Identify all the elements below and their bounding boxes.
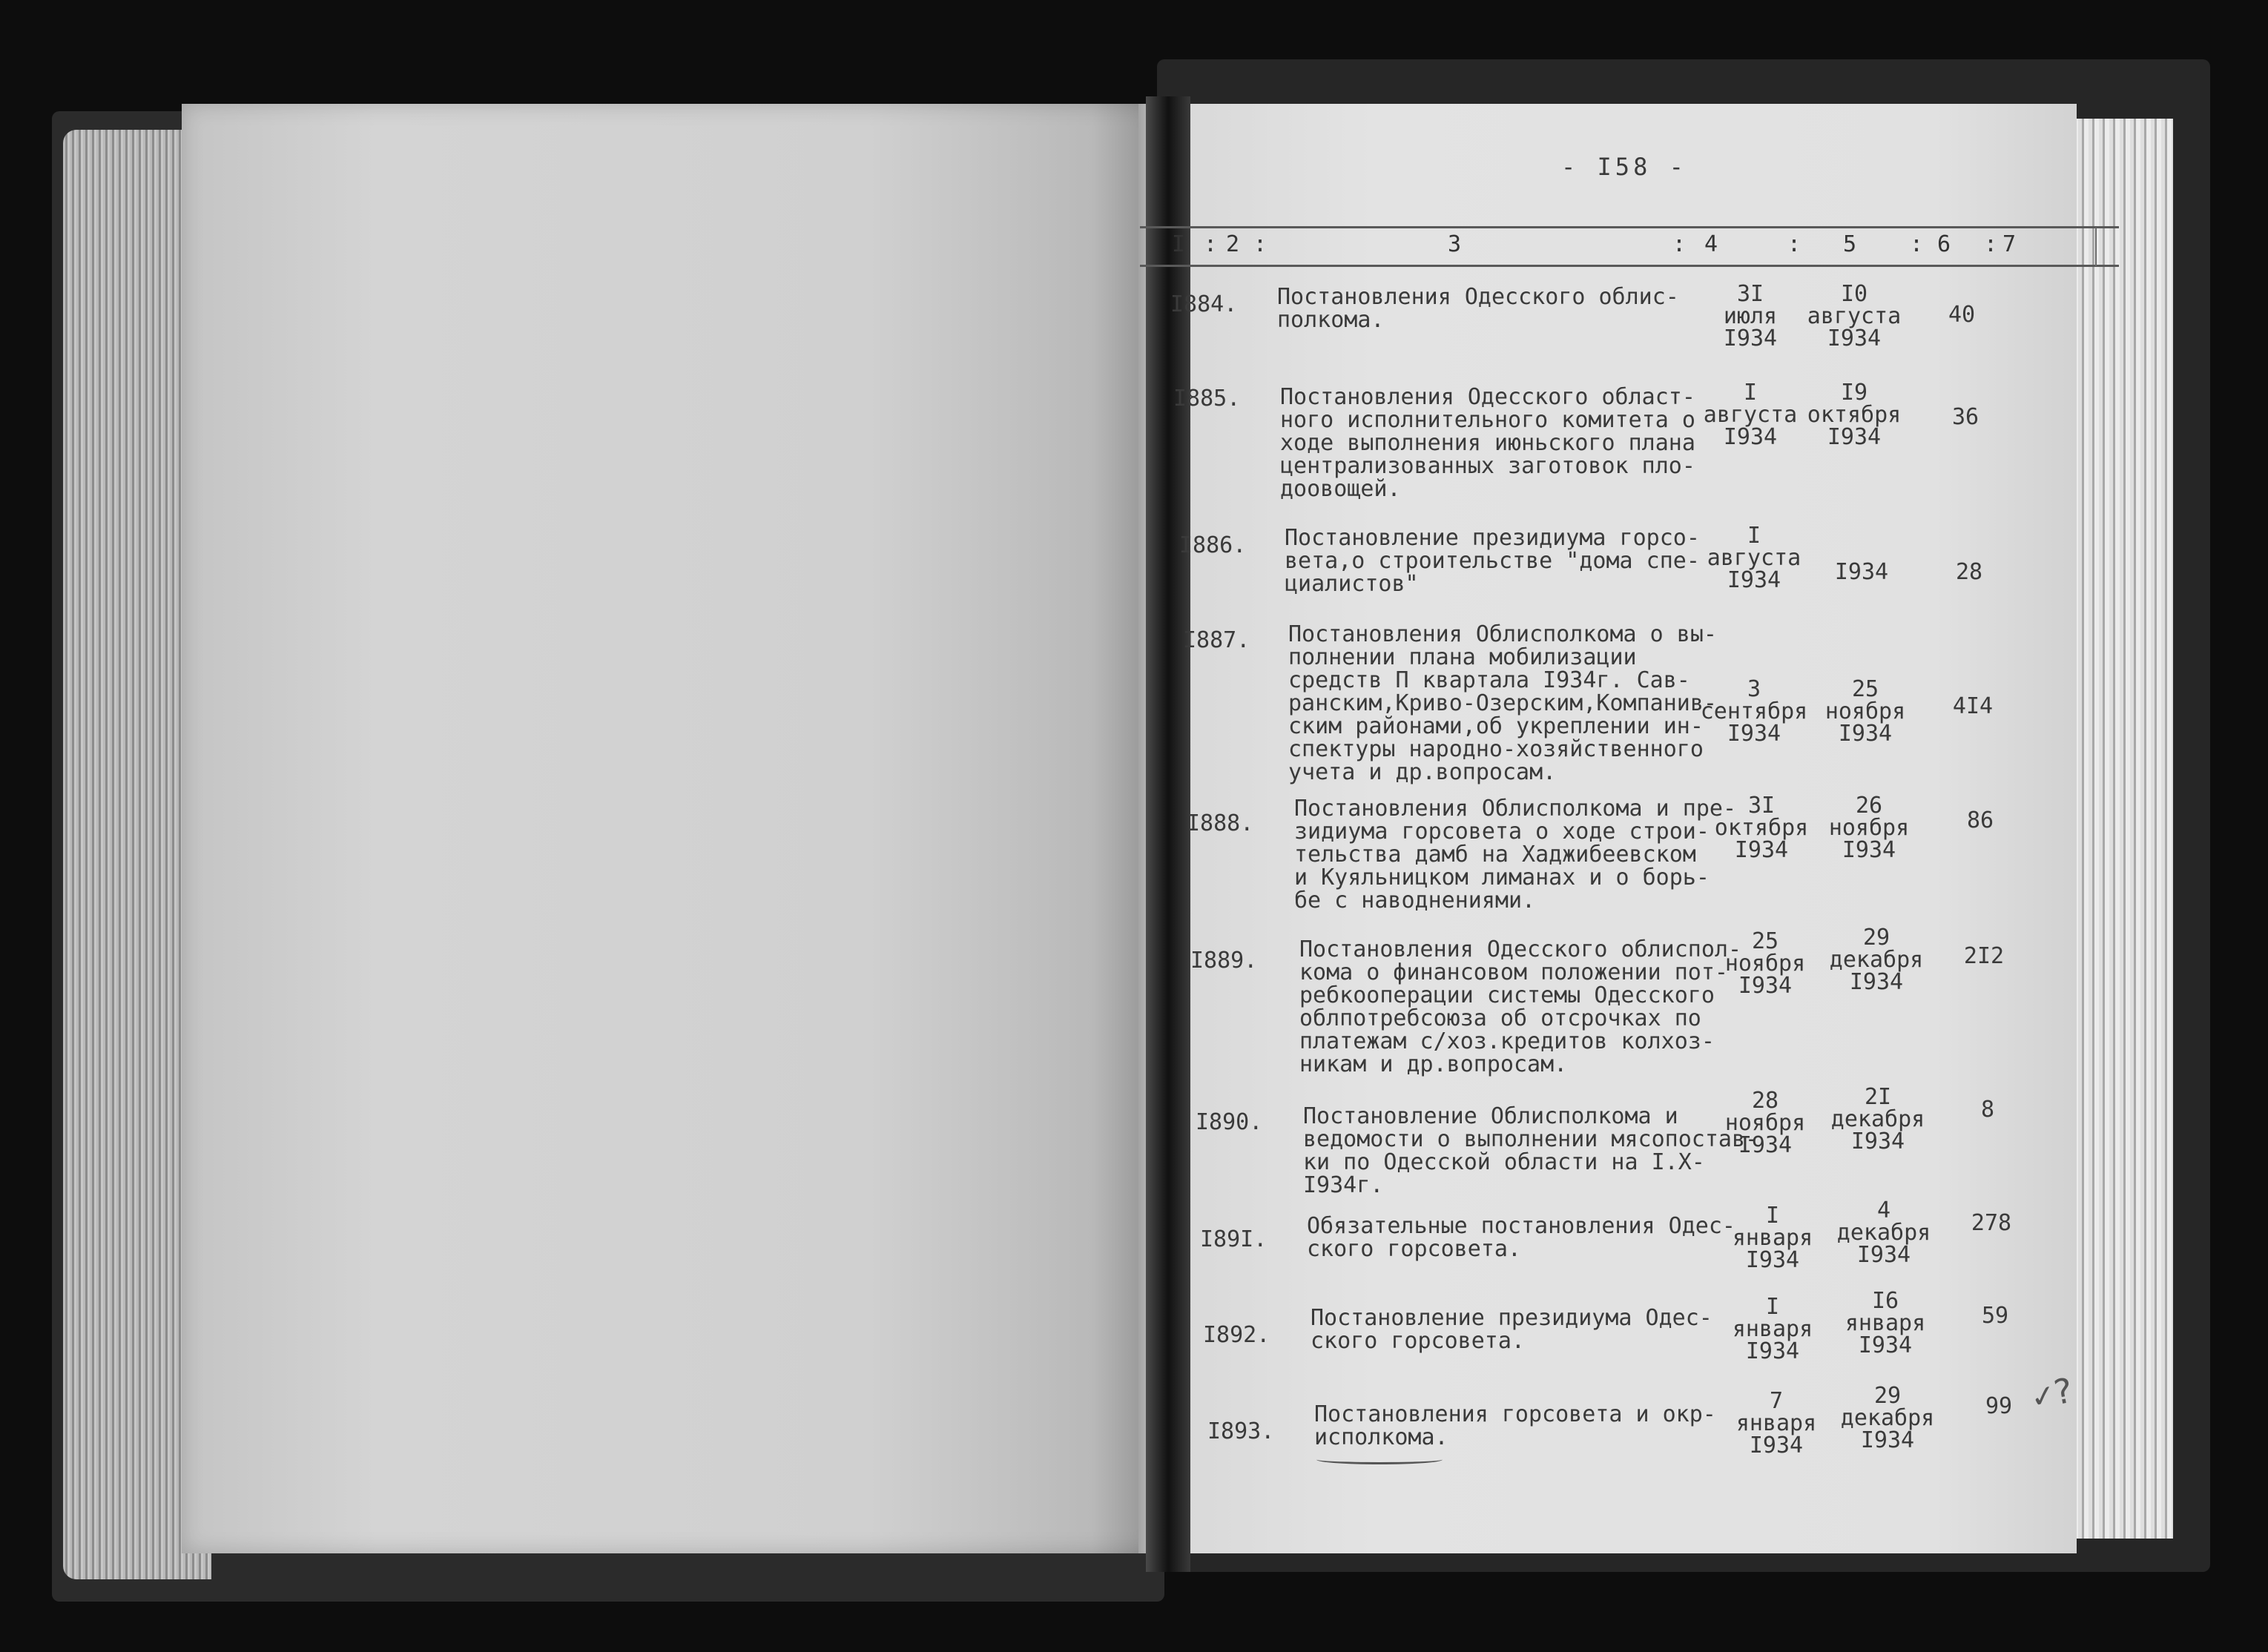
row-page-count: 36: [1951, 404, 1979, 430]
row-page-count: 2I2: [1963, 943, 2005, 969]
col-header-6: 6: [1937, 231, 1951, 257]
page-number: - I58 -: [1561, 153, 1687, 181]
row-end-date: I6 января I934: [1845, 1288, 1926, 1358]
row-title: Постановления Одесского област- ного исполнительного комитета о ходе выполнения июньского плана централизованных заготовок пло- доовощей.: [1280, 384, 1695, 502]
row-end-date: 29 декабря I934: [1829, 925, 1924, 995]
book-gutter: [1146, 96, 1190, 1572]
row-end-date: 4 декабря I934: [1836, 1197, 1931, 1268]
row-number: I889.: [1190, 948, 1258, 974]
row-end-date: 25 ноября I934: [1824, 676, 1906, 747]
row-page-count: 4I4: [1952, 693, 1994, 719]
row-page-count: 28: [1955, 559, 1983, 585]
row-title: Постановления горсовета и окр- исполкома.: [1314, 1401, 1716, 1450]
header-separator: :: [1910, 231, 1924, 257]
row-end-date: 2I декабря I934: [1830, 1084, 1925, 1154]
row-title: Постановление президиума горсо- вета,о строительстве "дома спе- циалистов": [1285, 525, 1700, 597]
row-end-date: I0 августа I934: [1807, 281, 1902, 351]
row-title: Постановление Облисполкома и ведомости о выполнении мясопостав- ки по Одесской области на I.X- I934г.: [1303, 1103, 1759, 1198]
col-header-4: 4: [1704, 231, 1718, 257]
row-end-date: 26 ноября I934: [1828, 793, 1910, 863]
row-page-count: 99: [1985, 1393, 2013, 1419]
row-end-date: I934: [1834, 559, 1889, 585]
col-header-1: I: [1172, 231, 1186, 257]
row-start-date: 3I октября I934: [1714, 793, 1809, 863]
col-header-5: 5: [1843, 231, 1857, 257]
header-separator: :: [1672, 231, 1687, 257]
row-page-count: 59: [1981, 1303, 2009, 1329]
row-page-count: 278: [1971, 1210, 2012, 1236]
row-number: I887.: [1183, 627, 1250, 653]
row-title: Постановления Одесского облиспол- кома о финансовом положении пот- ребкооперации системы Одесского облпотребсоюза об отсрочках по платежам с/хоз.кредитов колхоз- никам и др.вопросам.: [1299, 936, 1742, 1077]
row-number: I892.: [1203, 1322, 1270, 1348]
row-end-date: I9 октября I934: [1807, 380, 1902, 450]
row-title: Обязательные постановления Одес- ского горсовета.: [1307, 1213, 1735, 1262]
row-number: I89I.: [1200, 1226, 1267, 1252]
row-title: Постановления Облисполкома о вы- полнении плана мобилизации средств П квартала I934г. Сав- ранским,Криво-Озерским,Компанив- ским районами,об укреплении ин- спектуры народно-хозяйственного учета и др.вопросам.: [1288, 621, 1717, 785]
row-start-date: I января I934: [1732, 1203, 1813, 1273]
row-number: I884.: [1170, 291, 1238, 317]
row-number: I886.: [1179, 532, 1247, 558]
row-number: I885.: [1173, 386, 1241, 412]
row-title: Постановления Одесского облис- полкома.: [1277, 284, 1679, 333]
row-page-count: 8: [1980, 1097, 1995, 1123]
row-title: Постановления Облисполкома и пре- зидиума горсовета о ходе строи- тельства дамб на Хаджибеевском и Куяльницком лиманах и о борь- бе с наводнениями.: [1294, 796, 1737, 913]
header-separator: :: [1204, 231, 1218, 257]
pencil-annotation-mark: ✓?: [2028, 1369, 2077, 1417]
row-start-date: 3I июля I934: [1723, 281, 1778, 351]
table-header-top-rule: [1140, 226, 2119, 228]
header-separator: :: [1787, 231, 1801, 257]
row-start-date: I августа I934: [1707, 523, 1801, 593]
row-start-date: 3 сентября I934: [1700, 676, 1808, 747]
left-page-blank: [182, 104, 1161, 1553]
row-number: I890.: [1196, 1109, 1263, 1135]
row-start-date: I августа I934: [1703, 380, 1798, 450]
row-start-date: I января I934: [1732, 1294, 1813, 1364]
table-header-bottom-rule: [1140, 265, 2119, 267]
row-number: I888.: [1187, 810, 1254, 836]
row-page-count: 86: [1966, 807, 1994, 833]
header-separator: :: [1984, 231, 1998, 257]
col-header-2: 2: [1226, 231, 1240, 257]
row-title: Постановление президиума Одес- ского горсовета.: [1311, 1305, 1712, 1354]
col-header-3: 3: [1448, 231, 1462, 257]
row-number: I893.: [1207, 1418, 1275, 1444]
handwritten-underline: [1316, 1455, 1443, 1464]
col-header-7: 7: [2002, 231, 2017, 257]
row-end-date: 29 декабря I934: [1840, 1383, 1935, 1453]
row-start-date: 7 января I934: [1735, 1388, 1817, 1458]
row-page-count: 40: [1948, 302, 1976, 328]
header-separator: :: [1253, 231, 1267, 257]
row-start-date: 28 ноября I934: [1724, 1088, 1806, 1158]
header-vertical-rule: [2095, 228, 2097, 266]
row-start-date: 25 ноября I934: [1724, 928, 1806, 999]
